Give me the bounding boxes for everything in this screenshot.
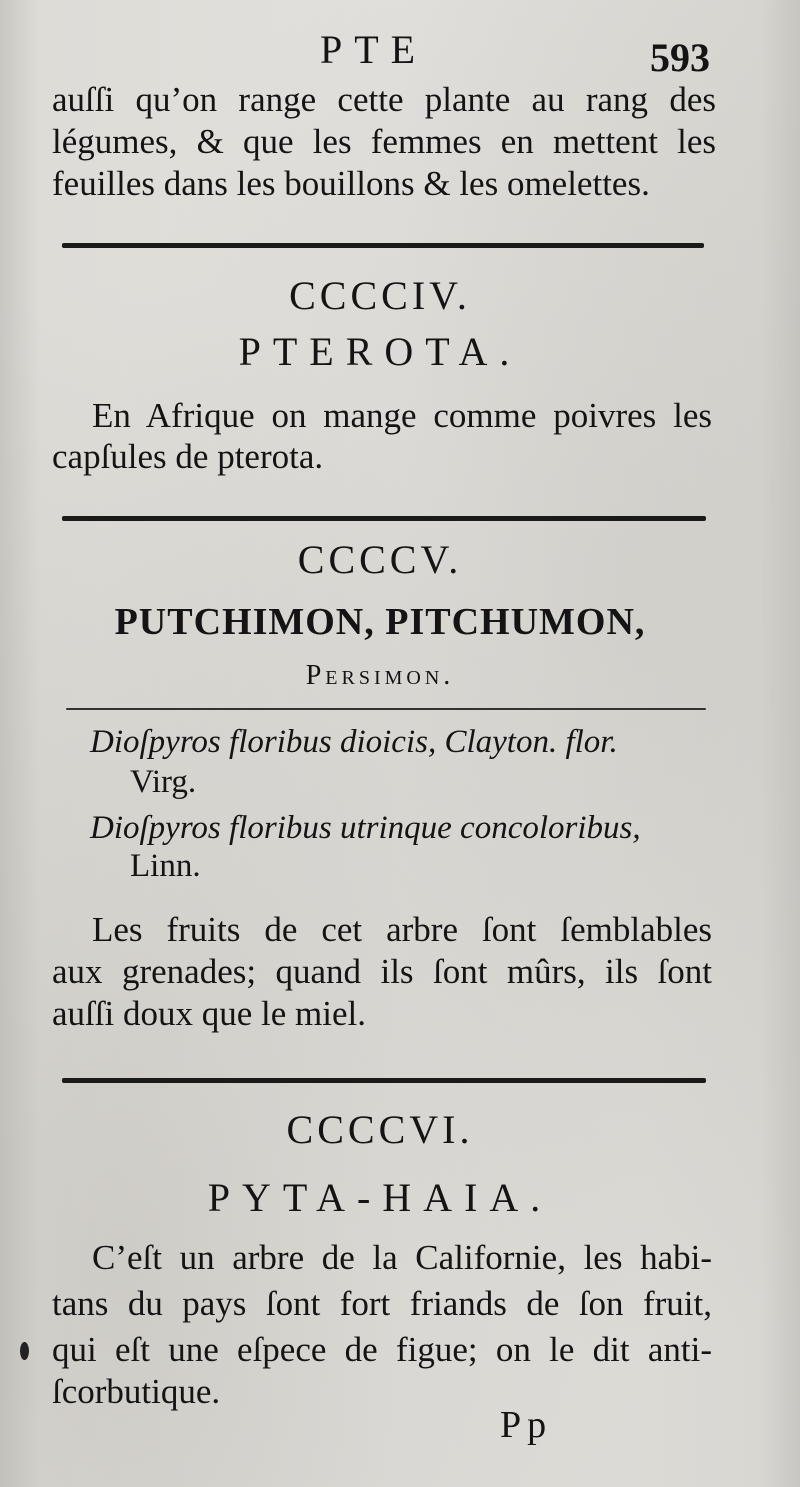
entry-title: PTEROTA.: [238, 329, 522, 374]
entry-title: PUTCHIMON, PITCHUMON,: [114, 601, 646, 643]
entry-title: PYTA-HAIA.: [207, 1175, 553, 1220]
section-rule: [62, 516, 706, 521]
synonym-rule: [66, 708, 706, 710]
entry-number: CCCCIV.: [289, 273, 471, 318]
running-head: PTE: [320, 27, 428, 72]
synonym-cont: Virg.: [130, 764, 197, 800]
entry-number: CCCCV.: [297, 537, 463, 582]
synonym-line: Dioſpyros floribus dioicis, Clayton. flor.: [90, 724, 618, 760]
entry-text-line: C’eſt un arbre de la Californie, les habi-: [92, 1238, 712, 1277]
entry-text-line: tans du pays ſont fort friands de ſon fruit,: [52, 1284, 712, 1323]
section-rule: [62, 243, 704, 248]
synonym-cont: Linn.: [130, 848, 201, 884]
intro-line-2: légumes, & que les femmes en mettent les: [52, 122, 716, 161]
entry-text-line: aux grenades; quand ils ſont mûrs, ils ſont: [52, 952, 712, 991]
entry-text-line: Les fruits de cet arbre ſont ſemblables: [92, 910, 712, 949]
signature-mark: Pp: [500, 1404, 553, 1446]
entry-text-line: auſſi doux que le miel.: [52, 994, 366, 1033]
section-rule: [62, 1078, 706, 1083]
entry-text-line: En Afrique on mange comme poivres les: [92, 396, 712, 435]
entry-text-line: qui eſt une eſpece de figue; on le dit anti-: [52, 1330, 712, 1369]
entry-text-line: capſules de pterota.: [52, 437, 324, 476]
entry-subtitle: Persimon.: [305, 660, 455, 691]
intro-line-1: auſſi qu’on range cette plante au rang des: [52, 80, 716, 119]
page-number: 593: [650, 35, 710, 80]
intro-line-3: feuilles dans les bouillons & les omelettes.: [52, 164, 650, 203]
entry-text-line: ſcorbutique.: [52, 1372, 221, 1411]
entry-number: CCCCVI.: [286, 1107, 474, 1152]
ink-spot: [20, 1342, 29, 1360]
synonym-line: Dioſpyros floribus utrinque concoloribus,: [90, 810, 641, 846]
